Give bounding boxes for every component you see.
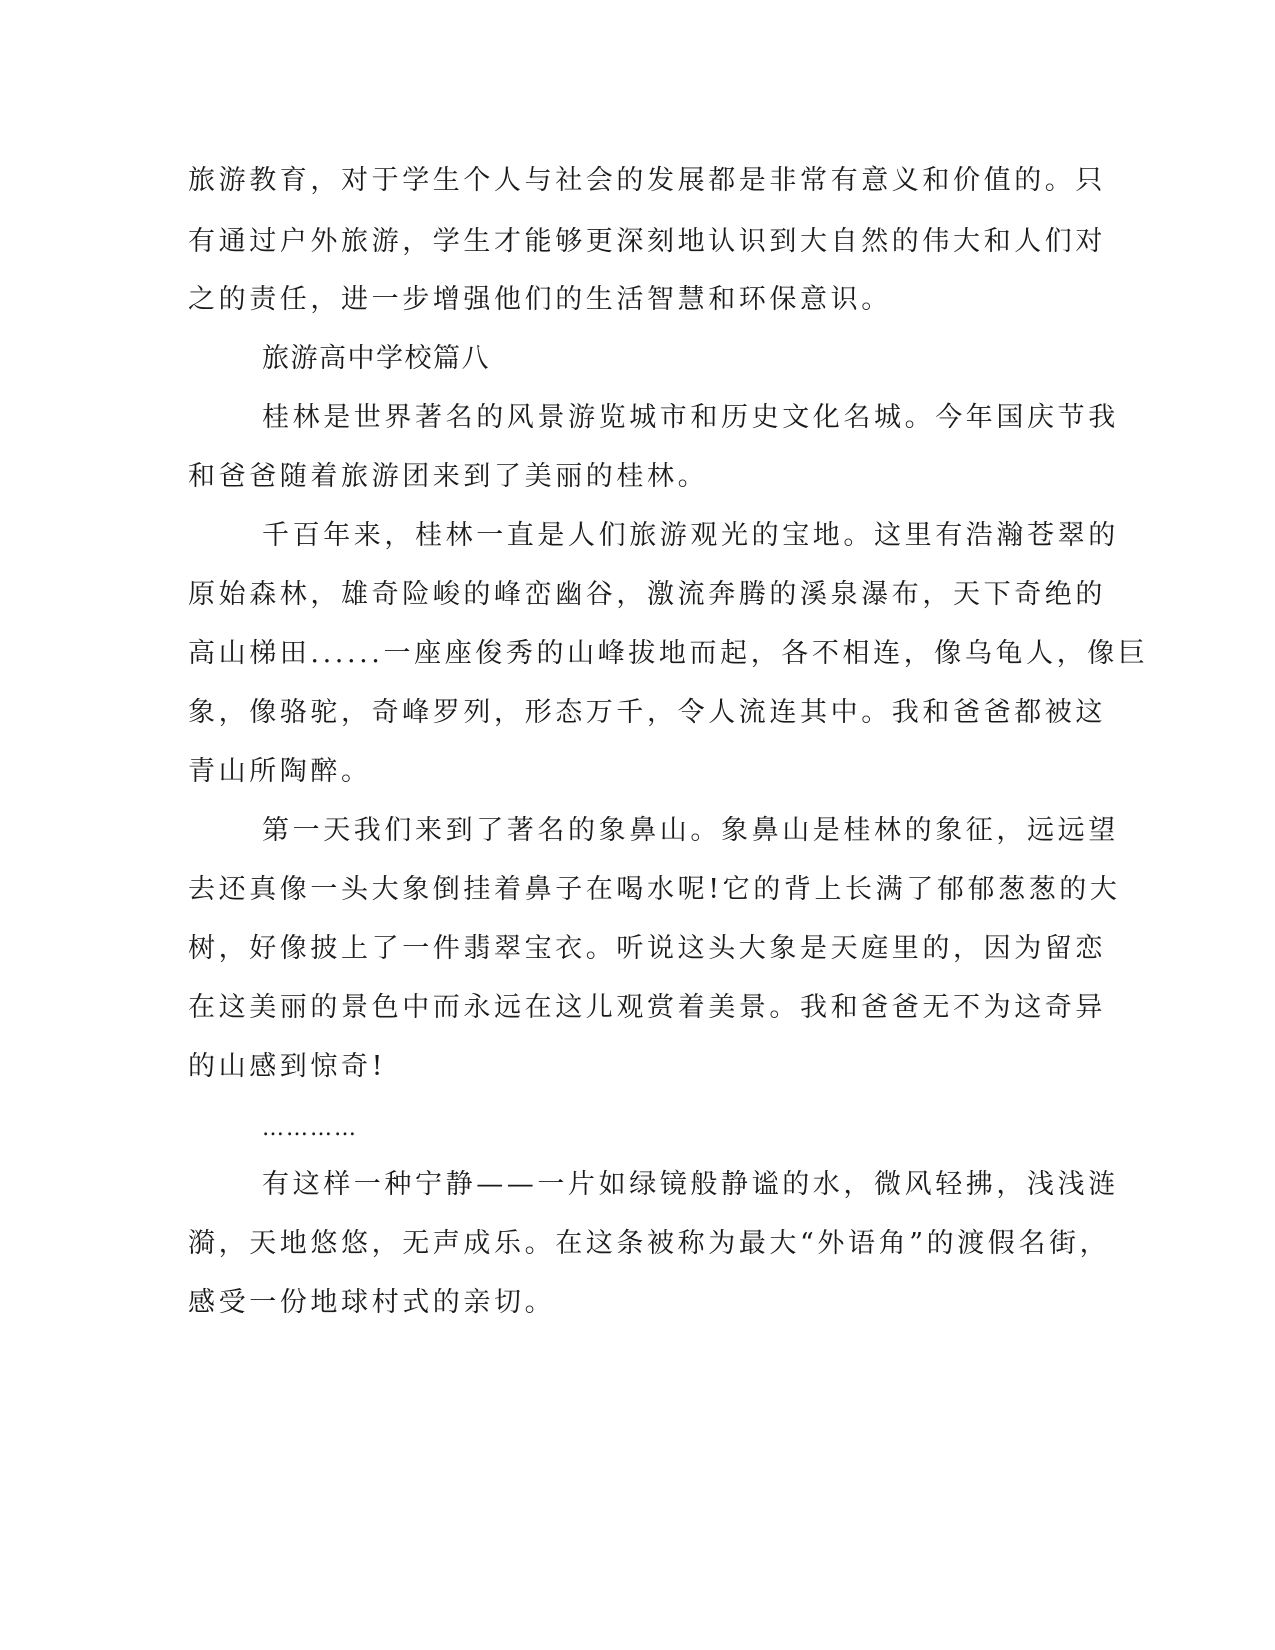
text-line: 在这美丽的景色中而永远在这儿观赏着美景。我和爸爸无不为这奇异 xyxy=(188,992,1106,1023)
text-line: 高山梯田......一座座俊秀的山峰拔地而起，各不相连，像乌龟人，像巨 xyxy=(188,638,1149,669)
text-line: 树，好像披上了一件翡翠宝衣。听说这头大象是天庭里的，因为留恋 xyxy=(188,933,1106,964)
text-line: 感受一份地球村式的亲切。 xyxy=(188,1287,556,1318)
text-line: 原始森林，雄奇险峻的峰峦幽谷，激流奔腾的溪泉瀑布，天下奇绝的 xyxy=(188,579,1106,610)
text-line: 象，像骆驼，奇峰罗列，形态万千，令人流连其中。我和爸爸都被这 xyxy=(188,697,1106,728)
text-line: 青山所陶醉。 xyxy=(188,756,372,787)
text-line: 有这样一种宁静——一片如绿镜般静谧的水，微风轻拂，浅浅涟 xyxy=(262,1169,1119,1200)
text-line: 有通过户外旅游，学生才能够更深刻地认识到大自然的伟大和人们对 xyxy=(188,226,1106,257)
text-line: 之的责任，进一步增强他们的生活智慧和环保意识。 xyxy=(188,284,892,315)
text-line: 的山感到惊奇! xyxy=(188,1051,387,1082)
ellipsis-separator: ………… xyxy=(262,1116,358,1141)
text-line: 第一天我们来到了著名的象鼻山。象鼻山是桂林的象征，远远望 xyxy=(262,815,1119,846)
section-heading: 旅游高中学校篇八 xyxy=(262,343,490,374)
text-line: 漪，天地悠悠，无声成乐。在这条被称为最大“外语角”的渡假名街， xyxy=(188,1228,1111,1259)
text-line: 去还真像一头大象倒挂着鼻子在喝水呢!它的背上长满了郁郁葱葱的大 xyxy=(188,874,1121,905)
text-line: 桂林是世界著名的风景游览城市和历史文化名城。今年国庆节我 xyxy=(262,402,1119,433)
text-line: 千百年来，桂林一直是人们旅游观光的宝地。这里有浩瀚苍翠的 xyxy=(262,520,1119,551)
text-line: 旅游教育，对于学生个人与社会的发展都是非常有意义和价值的。只 xyxy=(188,165,1106,196)
text-line: 和爸爸随着旅游团来到了美丽的桂林。 xyxy=(188,461,709,492)
